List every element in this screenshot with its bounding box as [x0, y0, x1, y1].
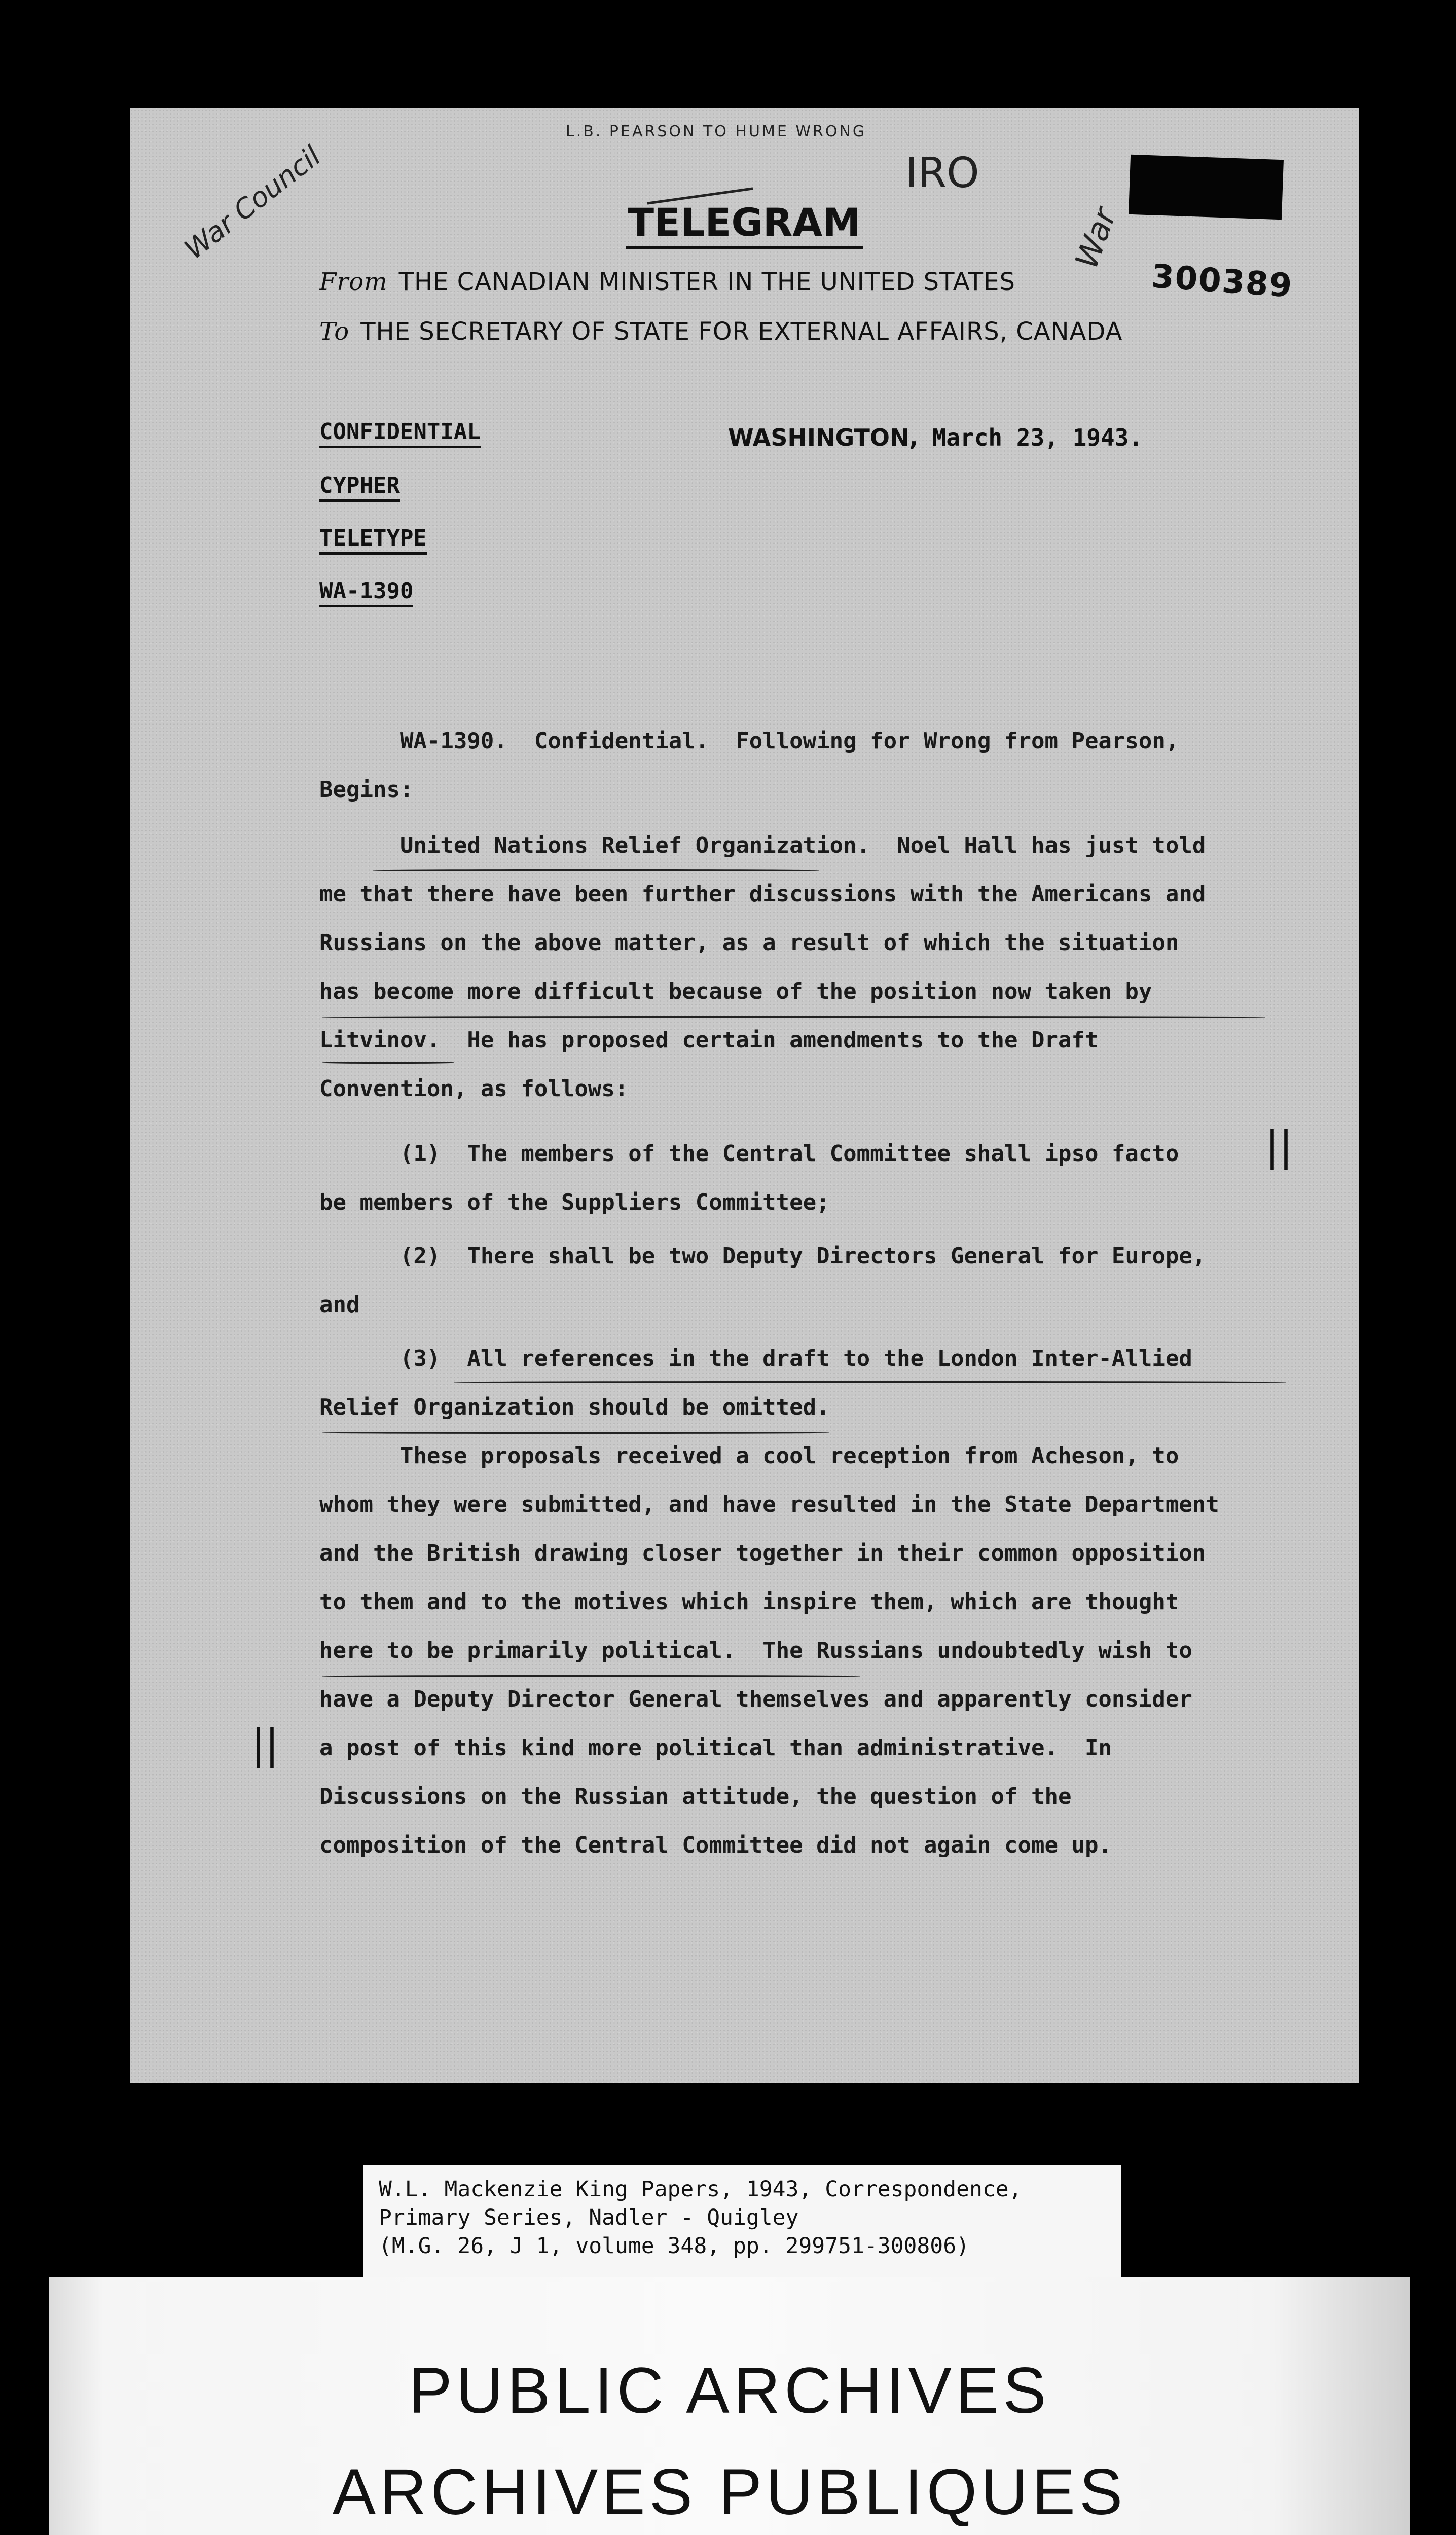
- handwritten-underline: [322, 1062, 454, 1064]
- body-line: Convention, as follows:: [319, 1076, 629, 1102]
- margin-mark-icon: ||: [251, 1721, 279, 1768]
- to-value: THE SECRETARY OF STATE FOR EXTERNAL AFFAIRS, CANADA: [360, 317, 1123, 346]
- handwritten-right-note: War: [1068, 202, 1124, 273]
- body-line: Discussions on the Russian attitude, the question of the: [319, 1784, 1072, 1809]
- marking-teletype: TELETYPE: [319, 525, 427, 555]
- body-line: Relief Organization should be omitted.: [319, 1394, 830, 1420]
- place: WASHINGTON,: [728, 424, 918, 451]
- body-line: Begins:: [319, 777, 414, 803]
- archive-label-line: (M.G. 26, J 1, volume 348, pp. 299751-300806): [379, 2233, 969, 2259]
- body-line: Litvinov. He has proposed certain amendments to the Draft: [319, 1027, 1099, 1053]
- body-line: be members of the Suppliers Committee;: [319, 1189, 830, 1215]
- body-line: and: [319, 1292, 360, 1318]
- marking-number: WA-1390: [319, 578, 413, 607]
- handwritten-top-note: L.B. PEARSON TO HUME WRONG: [566, 123, 867, 140]
- margin-mark-icon: ||: [1265, 1122, 1293, 1170]
- archives-card-line1: PUBLIC ARCHIVES: [409, 2355, 1050, 2427]
- handwritten-underline: [322, 1675, 860, 1677]
- body-line: me that there have been further discussions with the Americans and: [319, 881, 1206, 907]
- handwritten-left-note: War Council: [178, 139, 327, 266]
- body-line: whom they were submitted, and have resulted in the State Department: [319, 1492, 1219, 1517]
- archives-card: [49, 2277, 1410, 2535]
- body-line: United Nations Relief Organization. Noel Hall has just told: [319, 832, 1206, 858]
- body-line: a post of this kind more political than administrative. In: [319, 1735, 1112, 1761]
- body-line: (2) There shall be two Deputy Directors General for Europe,: [319, 1243, 1206, 1269]
- archive-label-line: W.L. Mackenzie King Papers, 1943, Correspondence,: [379, 2177, 1022, 2202]
- from-value: THE CANADIAN MINISTER IN THE UNITED STATES: [398, 268, 1015, 296]
- telegram-page: [130, 108, 1359, 2083]
- body-line: (1) The members of the Central Committee shall ipso facto: [319, 1141, 1179, 1167]
- handwritten-underline: [454, 1381, 1286, 1383]
- date: March 23, 1943.: [932, 424, 1143, 451]
- to-line: [319, 317, 1122, 346]
- archive-label-line: Primary Series, Nadler - Quigley: [379, 2205, 799, 2230]
- archives-card-line2: ARCHIVES PUBLIQUES: [332, 2456, 1127, 2528]
- body-line: have a Deputy Director General themselves and apparently consider: [319, 1686, 1192, 1712]
- body-line: has become more difficult because of the position now taken by: [319, 979, 1152, 1004]
- from-label: From: [319, 268, 388, 296]
- handwritten-underline: [322, 1016, 1265, 1018]
- body-line: to them and to the motives which inspire them, which are thought: [319, 1589, 1179, 1615]
- body-line: These proposals received a cool reception from Acheson, to: [319, 1443, 1179, 1469]
- to-label: To: [319, 317, 350, 346]
- marking-confidential: CONFIDENTIAL: [319, 419, 481, 448]
- body-line: here to be primarily political. The Russians undoubtedly wish to: [319, 1638, 1192, 1663]
- body-line: composition of the Central Committee did not again come up.: [319, 1832, 1112, 1858]
- place-date: [728, 424, 1143, 451]
- handwritten-underline: [322, 1432, 829, 1434]
- body-line: and the British drawing closer together in their common opposition: [319, 1540, 1206, 1566]
- archive-reference-label: [363, 2165, 1121, 2283]
- document-number: 300389: [1150, 258, 1294, 305]
- body-line: WA-1390. Confidential. Following for Wrong from Pearson,: [319, 728, 1179, 754]
- telegram-title: TELEGRAM: [130, 200, 1359, 245]
- from-line: [319, 268, 1015, 296]
- body-line: Russians on the above matter, as a result of which the situation: [319, 930, 1179, 956]
- handwritten-file-ref: IRO: [905, 149, 979, 197]
- body-line: (3) All references in the draft to the London Inter-Allied: [319, 1346, 1192, 1371]
- handwritten-underline: [373, 869, 819, 871]
- marking-cypher: CYPHER: [319, 473, 400, 502]
